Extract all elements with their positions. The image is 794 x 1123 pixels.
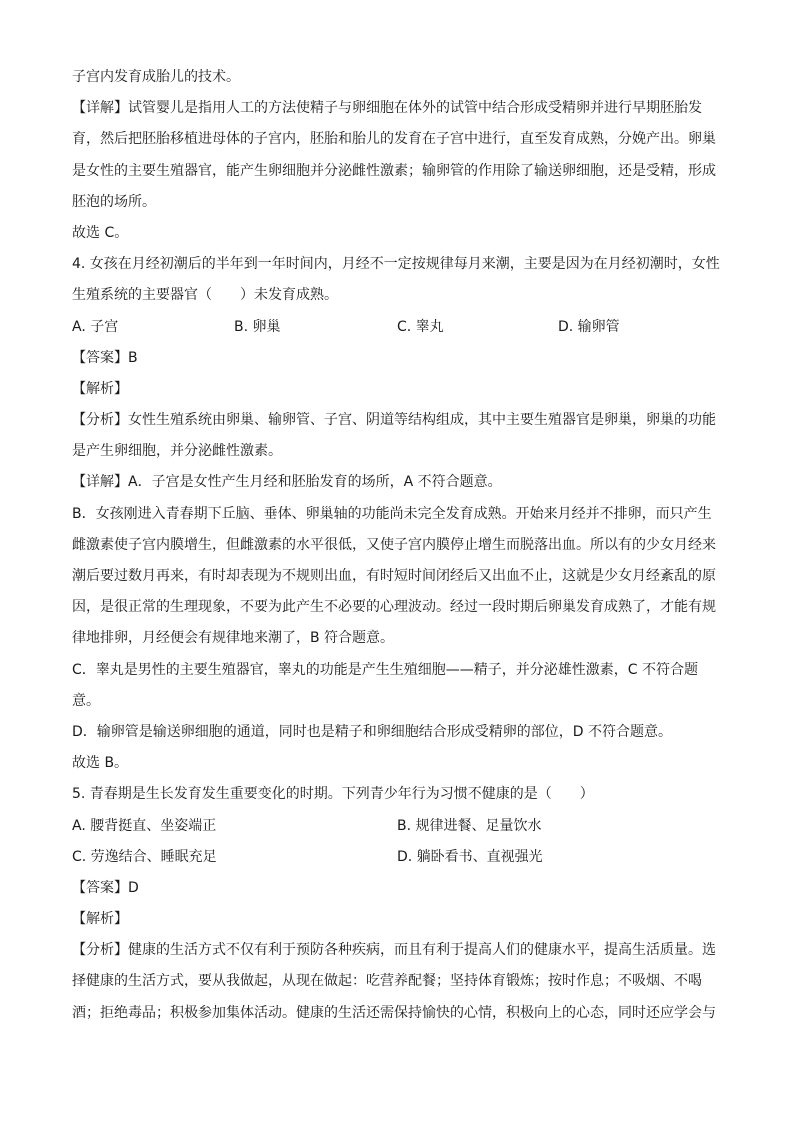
text-line: B．女孩刚进入青春期下丘脑、垂体、卵巢轴的功能尚未完全发育成熟。开始来月经并不排卵，而只产生 [72, 505, 712, 522]
text-line: 因，是很正常的生理现象，不要为此产生不必要的心理波动。经过一段时期后卵巢发育成熟了，才能有规 [72, 599, 716, 616]
text-line: 潮后要过数月再来，有时却表现为不规则出血，有时短时间闭经后又出血不止，这就是少女月经紊乱的原 [72, 568, 716, 584]
text-line: 子宫内发育成胎儿的技术。 [72, 69, 240, 85]
option-d: D. 输卵管 [558, 318, 620, 335]
text-line: 【分析】健康的生活方式不仅有利于预防各种疾病，而且有利于提高人们的健康水平，提高生活质量。选 [72, 942, 716, 959]
answer-label: 【答案】D [72, 879, 139, 896]
text-line: 是女性的主要生殖器官，能产生卵细胞并分泌雌性激素；输卵管的作用除了输送卵细胞，还是受精，形成 [72, 162, 716, 179]
text-line: 律地排卵，月经便会有规律地来潮了，B 符合题意。 [72, 630, 395, 647]
option-b: B. 卵巢 [234, 318, 281, 335]
text-line: 【详解】A．子宫是女性产生月经和胚胎发育的场所，A 不符合题意。 [72, 474, 502, 491]
analysis-label: 【解析】 [72, 380, 128, 397]
option-a: A. 子宫 [72, 318, 119, 335]
question-4-stem: 生殖系统的主要器官（ ）未发育成熟。 [72, 287, 338, 304]
text-line: 胚泡的场所。 [72, 193, 156, 210]
text-line: 【详解】试管婴儿是指用人工的方法使精子与卵细胞在体外的试管中结合形成受精卵并进行早期胚胎发 [72, 100, 702, 117]
text-line: 意。 [72, 692, 100, 709]
text-line: 育，然后把胚胎移植进母体的子宫内，胚胎和胎儿的发育在子宫中进行，直至发育成熟，分娩产出。卵巢 [72, 131, 716, 148]
option-d: D. 躺卧看书、直视强光 [397, 848, 543, 865]
text-line: 雌激素使子宫内膜增生，但雌激素的水平很低，又使子宫内膜停止增生而脱落出血。所以有的少女月经来 [72, 536, 716, 553]
option-c: C. 睾丸 [397, 318, 444, 335]
question-5-options-row-1 [72, 811, 724, 842]
question-4-stem: 4. 女孩在月经初潮后的半年到一年时间内，月经不一定按规律每月来潮，主要是因为在月经初潮时，女性 [72, 256, 720, 273]
option-b: B. 规律进餐、足量饮水 [397, 817, 542, 834]
text-line: D．输卵管是输送卵细胞的通道，同时也是精子和卵细胞结合形成受精卵的部位，D 不符合题意。 [72, 723, 673, 740]
analysis-label: 【解析】 [72, 911, 128, 928]
text-line: 故选 B。 [72, 755, 129, 772]
text-line: 酒；拒绝毒品；积极参加集体活动。健康的生活还需保持愉快的心情，积极向上的心态，同时还应学会与 [72, 1004, 716, 1021]
answer-label: 【答案】B [72, 349, 138, 366]
question-5-stem: 5. 青春期是生长发育发生重要变化的时期。下列青少年行为习惯不健康的是（ ） [72, 786, 594, 803]
option-a: A. 腰背挺直、坐姿端正 [72, 817, 217, 834]
document-page [72, 62, 724, 1029]
text-line: 择健康的生活方式，要从我做起，从现在做起：吃营养配餐；坚持体育锻炼；按时作息；不吸烟、不喝 [72, 973, 702, 990]
text-line: 【分析】女性生殖系统由卵巢、输卵管、子宫、阴道等结构组成，其中主要生殖器官是卵巢，卵巢的功能 [72, 412, 716, 429]
question-5-options-row-2 [72, 842, 724, 873]
text-line: 故选 C。 [72, 224, 129, 241]
option-c: C. 劳逸结合、睡眠充足 [72, 848, 217, 865]
question-4-options [72, 312, 724, 343]
text-line: C．睾丸是男性的主要生殖器官，睾丸的功能是产生生殖细胞——精子，并分泌雄性激素，C 不符合题 [72, 661, 698, 678]
text-line: 是产生卵细胞，并分泌雌性激素。 [72, 443, 282, 460]
